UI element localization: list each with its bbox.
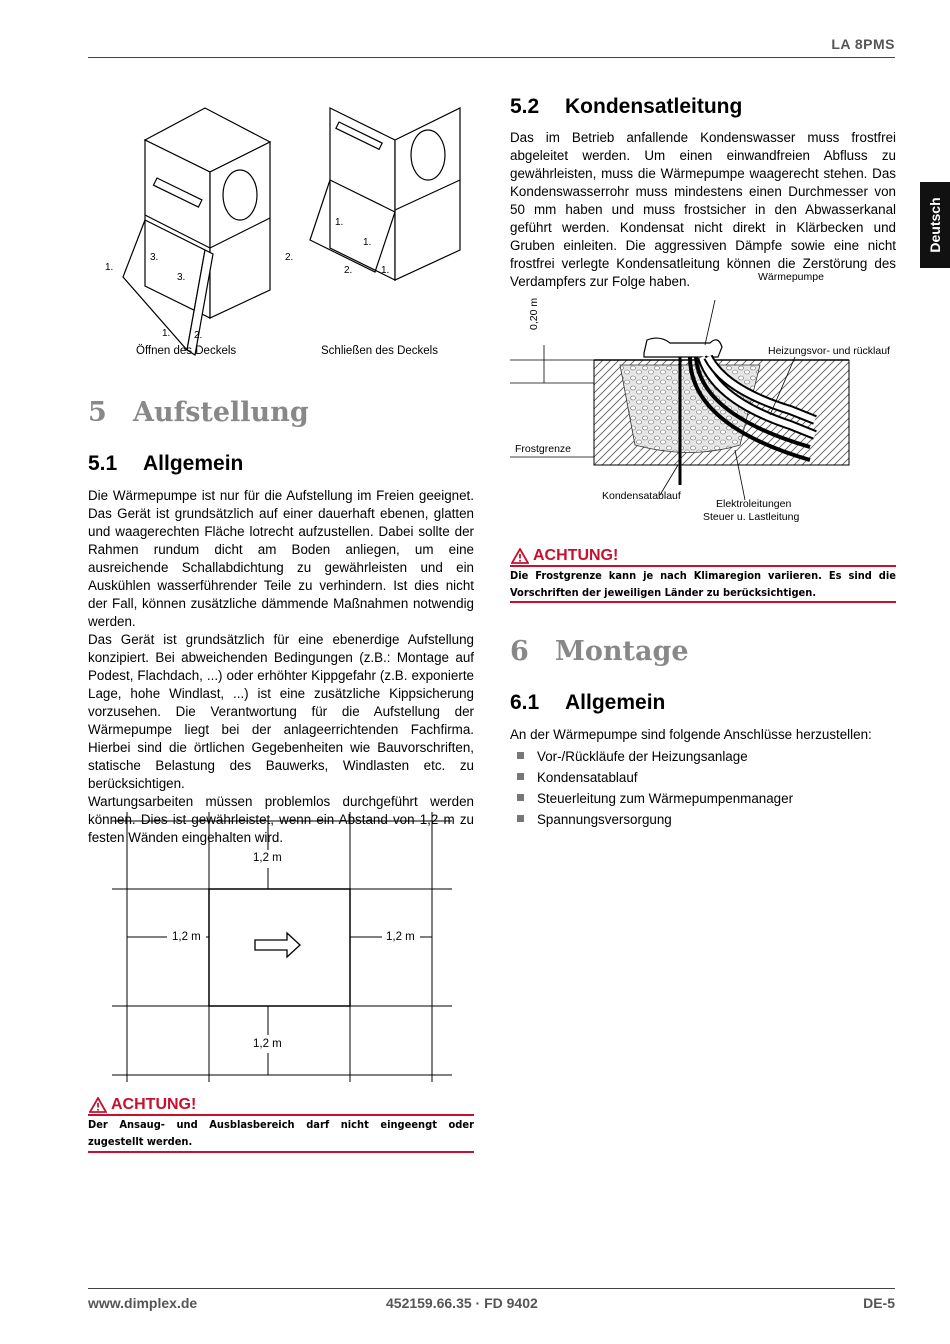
clearance-left: 1,2 m — [172, 931, 201, 943]
step-label: 2. — [344, 265, 353, 276]
clearance-top: 1,2 m — [253, 852, 282, 864]
chapter-number: 6 — [510, 636, 529, 667]
section-number: 6.1 — [510, 691, 540, 714]
footer-docnum: 452159.66.35 · FD 9402 — [386, 1295, 538, 1311]
list-item: Steuerleitung zum Wärmepumpenmanager — [510, 788, 896, 809]
clearance-figure — [112, 812, 452, 1082]
paragraph: Das Gerät ist grundsätzlich für eine ebenerdige Aufstellung konzipiert. Bei abweichenden Bedingungen (z.B.: Montage auf Podest, Flachdach, ...) oder erhöhter Kippgefahr (z.B. exponierte Lage, hohe Windlast, ...) ist eine zusätzliche Kippsicherung vorzusehen. Die Verantwortung für die Aufstellung der Wärmepumpe liegt bei der anlageerrichtenden Fachfirma. Hierbei sind die örtlichen Gegebenheiten wie Bauvorschriften, statische Belastung des Bauwerks, Windlasten etc. zu berücksichtigen. — [88, 632, 474, 791]
section-number: 5.2 — [510, 95, 540, 118]
label-height: 0,20 m — [528, 297, 540, 330]
section-number: 5.1 — [88, 452, 118, 475]
language-tab-label: Deutsch — [927, 197, 943, 253]
list-item: Kondensatablauf — [510, 767, 896, 788]
label-elektro: Elektroleitungen — [716, 498, 792, 510]
header-model: LA 8PMS — [831, 36, 895, 52]
section-5-1-body — [88, 487, 474, 847]
section-title: Allgemein — [565, 691, 666, 714]
chapter-number: 5 — [88, 397, 107, 428]
chapter-heading-6 — [510, 636, 689, 667]
connection-list — [510, 746, 896, 830]
footer-page: DE-5 — [863, 1295, 895, 1311]
label-steuer: Steuer u. Lastleitung — [703, 511, 800, 523]
warning-rule-bottom — [88, 1151, 474, 1153]
warning-rule-bottom — [510, 601, 896, 603]
section-heading-6-1 — [510, 691, 665, 715]
list-item: Vor-/Rückläufe der Heizungsanlage — [510, 746, 896, 767]
section-heading-5-1 — [88, 452, 243, 476]
label-kondensatablauf: Kondensatablauf — [602, 490, 681, 502]
label-frostgrenze: Frostgrenze — [515, 443, 572, 455]
step-label: 3. — [177, 272, 186, 283]
language-tab[interactable] — [920, 182, 950, 268]
section-6-1-intro: An der Wärmepumpe sind folgende Anschlüsse herzustellen: — [510, 727, 872, 742]
warning-text: Der Ansaug- und Ausblasbereich darf nicht eingeengt oder zugestellt werden. — [88, 1118, 474, 1148]
list-item: Spannungsversorgung — [510, 809, 896, 830]
section-heading-5-2 — [510, 95, 742, 119]
step-label: 1. — [381, 265, 390, 276]
warning-icon — [89, 1097, 107, 1113]
step-label: 1. — [162, 328, 171, 339]
clearance-bottom: 1,2 m — [253, 1038, 282, 1050]
step-label: 1. — [105, 262, 114, 273]
step-label: 3. — [150, 252, 159, 263]
chapter-title: Montage — [555, 636, 689, 667]
section-5-2-body: Das im Betrieb anfallende Kondenswasser muss frostfrei abgeleitet werden. Um einen einwandfreien Abfluss zu gewährleisten, muss die Wärmepumpe waagerecht stehen. Das Kondenswasserrohr muss mindestens einen Durchmesser von 50 mm haben und muss frostsicher in den Abwasserkanal geführt werden. Kondensat nicht direkt in Klärbecken und Gruben einleiten. Die aggressiven Dämpfe sowie eine nicht frostfrei verlegte Kondensatleitung können die Zerstörung des Verdampfers zur Folge haben. — [510, 130, 896, 289]
lid-figure — [95, 100, 475, 365]
clearance-right: 1,2 m — [386, 931, 415, 943]
warning-title-text: ACHTUNG! — [111, 1096, 197, 1113]
warning-title-text: ACHTUNG! — [533, 547, 619, 564]
header-rule — [88, 57, 895, 58]
section-title: Allgemein — [143, 452, 244, 475]
chapter-heading-5 — [88, 397, 309, 428]
warning-icon — [511, 548, 529, 564]
section-title: Kondensatleitung — [565, 95, 743, 118]
step-label: 1. — [335, 217, 344, 228]
paragraph: Die Wärmepumpe ist nur für die Aufstellung im Freien geeignet. Das Gerät ist grundsätzlich auf einer dauerhaft ebenen, glatten und waagerechten Fläche lotrecht aufzustellen. Dabei sollte der Rahmen rundum dicht am Boden anliegen, um eine ausreichende Schallabdichtung zu gewährleisten und ein Auskühlen wasserführender Teile zu verhindern. Ist dies nicht der Fall, können zusätzliche dämmende Maßnahmen notwendig werden. — [88, 488, 474, 629]
warning-title — [89, 1096, 196, 1114]
step-label: 1. — [363, 237, 372, 248]
step-label: 2. — [285, 252, 294, 263]
caption-close-lid: Schließen des Deckels — [321, 345, 438, 357]
label-heizung: Heizungsvor- und rücklauf — [768, 345, 890, 357]
condensate-figure — [510, 285, 896, 530]
warning-text: Die Frostgrenze kann je nach Klimaregion variieren. Es sind die Vorschriften der jeweiligen Länder zu berücksichtigen. — [510, 569, 896, 599]
paragraph: Wartungsarbeiten müssen problemlos durchgeführt werden können. Dies ist gewährleistet, wenn ein Abstand von 1,2 m zu festen Wänden eingehalten wird. — [88, 794, 474, 845]
caption-open-lid: Öffnen des Deckels — [136, 345, 237, 357]
label-waermepumpe: Wärmepumpe — [758, 271, 824, 283]
footer-website[interactable]: www.dimplex.de — [88, 1295, 198, 1311]
warning-title — [511, 547, 618, 565]
chapter-title: Aufstellung — [133, 397, 309, 428]
footer-rule — [88, 1288, 895, 1289]
step-label: 2. — [194, 330, 203, 341]
